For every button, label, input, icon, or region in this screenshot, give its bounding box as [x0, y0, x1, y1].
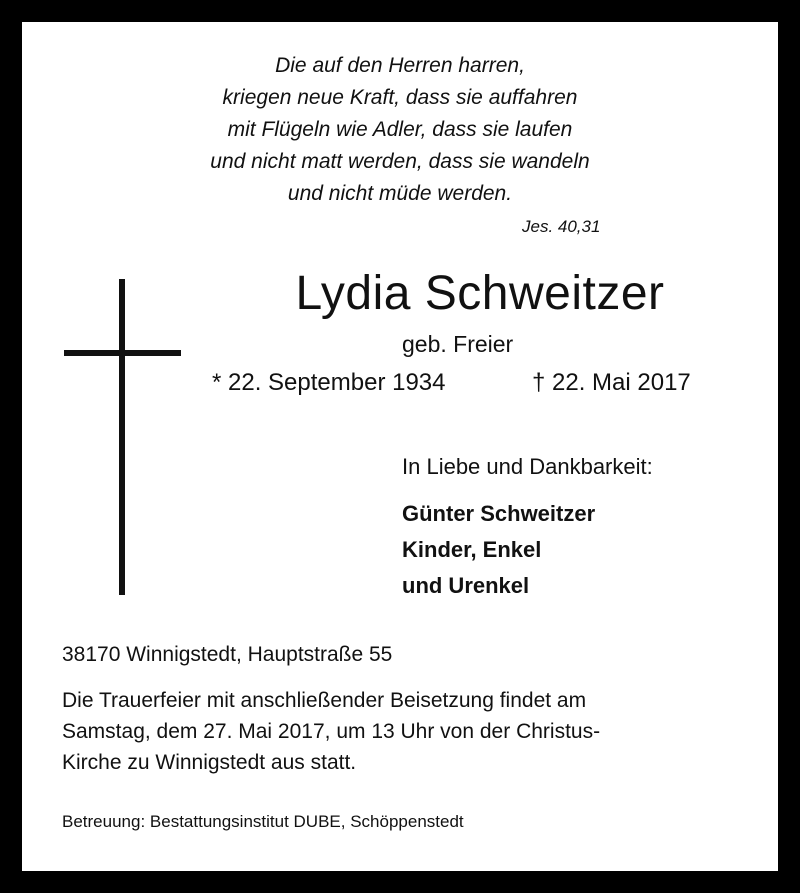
- funeral-home-credit: Betreuung: Bestattungsinstitut DUBE, Schöppenstedt: [62, 812, 464, 831]
- death-date: † 22. Mai 2017: [532, 369, 691, 396]
- birth-date: * 22. September 1934: [212, 369, 446, 396]
- ceremony-line: Die Trauerfeier mit anschließender Beisetzung findet am: [62, 689, 587, 712]
- mourner-line: Günter Schweitzer: [402, 501, 596, 526]
- verse-line: und nicht matt werden, dass sie wandeln: [210, 150, 590, 173]
- address: 38170 Winnigstedt, Hauptstraße 55: [62, 643, 393, 666]
- verse-line: mit Flügeln wie Adler, dass sie laufen: [227, 118, 573, 141]
- cross-vertical-bar: [119, 279, 125, 595]
- mourner-line: und Urenkel: [402, 573, 530, 598]
- bible-verse: [22, 50, 778, 210]
- deceased-name: Lydia Schweitzer: [295, 267, 665, 320]
- verse-line: Die auf den Herren harren,: [275, 54, 525, 77]
- verse-reference: Jes. 40,31: [522, 217, 601, 236]
- mourner-line: Kinder, Enkel: [402, 537, 542, 562]
- verse-line: kriegen neue Kraft, dass sie auffahren: [222, 86, 578, 109]
- mourners-intro: In Liebe und Dankbarkeit:: [402, 454, 653, 479]
- verse-line: und nicht müde werden.: [287, 182, 513, 205]
- obituary-notice: [22, 22, 778, 871]
- ceremony-line: Kirche zu Winnigstedt aus statt.: [62, 751, 357, 774]
- cross-horizontal-bar: [64, 350, 181, 356]
- ceremony-line: Samstag, dem 27. Mai 2017, um 13 Uhr von der Christus-: [62, 720, 601, 743]
- ceremony-info: [62, 685, 762, 778]
- mourners-list: [402, 496, 762, 604]
- maiden-name: geb. Freier: [402, 331, 514, 357]
